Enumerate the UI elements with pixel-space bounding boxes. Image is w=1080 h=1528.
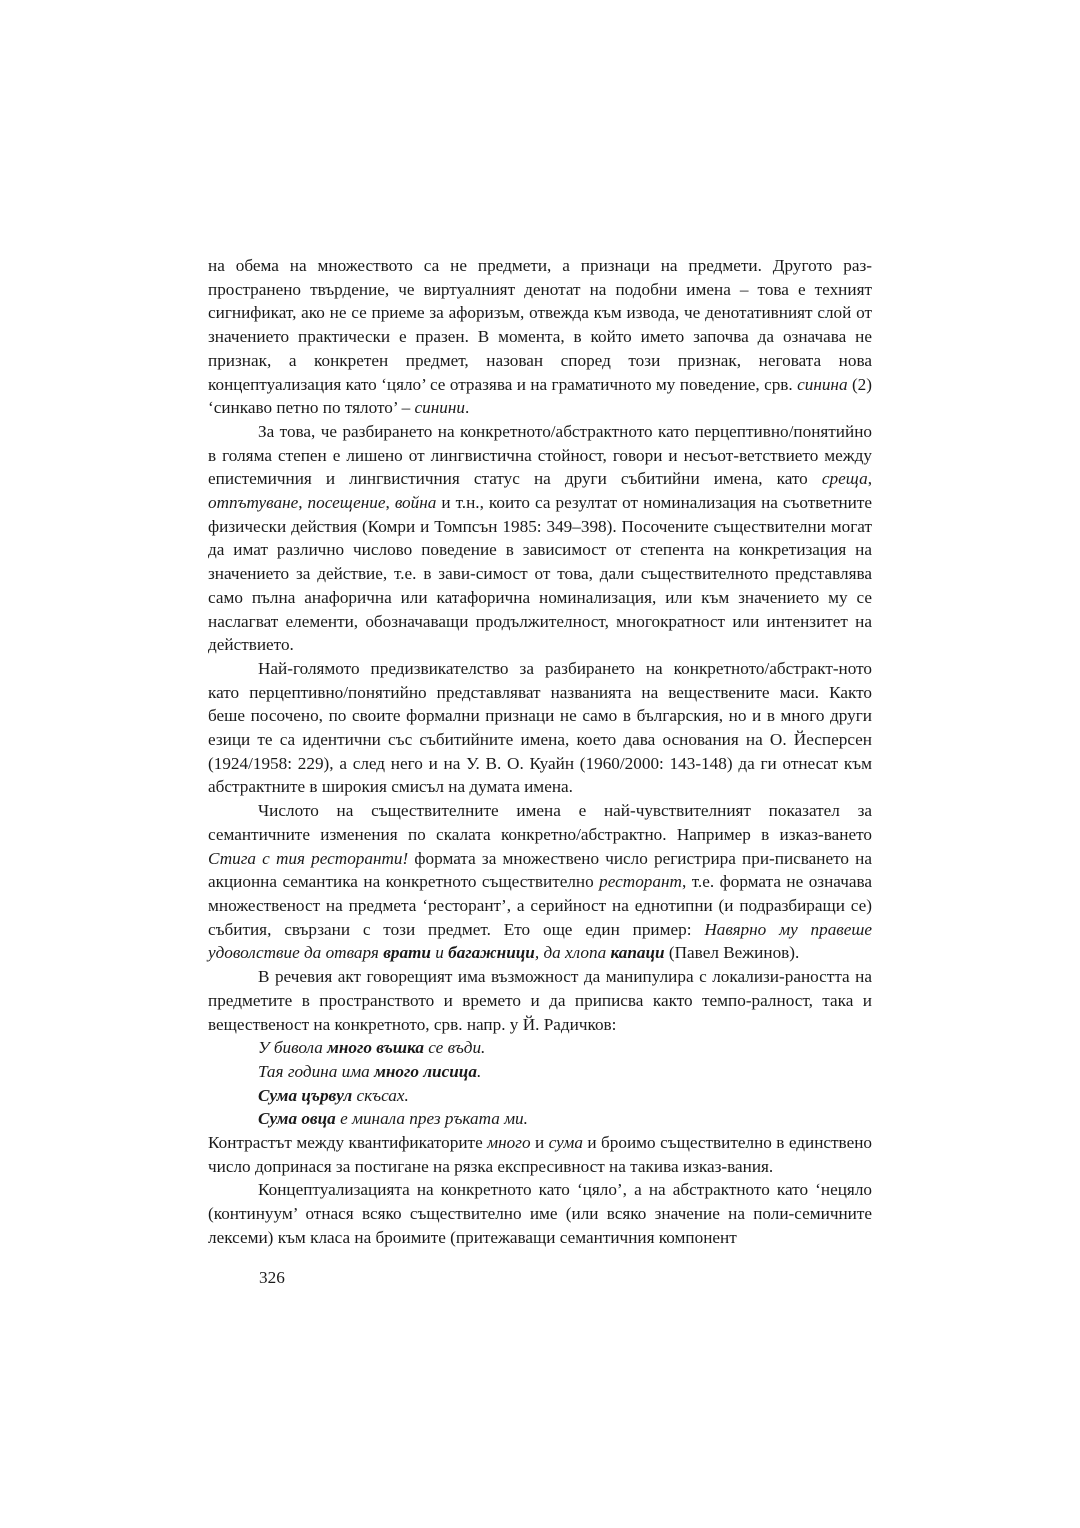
example-line (208, 1036, 872, 1060)
text-run: . (476, 1061, 482, 1081)
text-run: , (298, 493, 308, 513)
paragraph (208, 657, 872, 799)
page-body (208, 254, 872, 1250)
text-run: и (430, 943, 449, 963)
text-run: капаци (610, 943, 665, 963)
text-run: много въшка (327, 1038, 424, 1058)
text-run: много лисица (374, 1061, 477, 1081)
text-run: (Павел Вежинов). (664, 943, 800, 963)
text-run: война (394, 493, 437, 513)
text-run: и т.н., които са резултат от номинализация на съответните физически действия (Комри и Томпсън 1985: 349–398). Посочените съществителни могат да имат различно числово поведение в зависимост от степента на конкретизация на значението за действие, т.е. в зави-симост от това, дали съществителното представлява само пълна анафорична или катафорична номинализация, или към значението му се наслагват елементи, обозначаващи продължителност, многократност или интензитет на действието. (208, 493, 872, 655)
text-run: и броимо съществително в единствено число допринася за постигане на рязка експресивност на такива изказ-вания. (208, 1133, 872, 1176)
text-run: , (385, 493, 395, 513)
text-run: багажници (448, 943, 535, 963)
paragraph (208, 254, 872, 420)
text-run: , (867, 469, 872, 489)
example-line (208, 1060, 872, 1084)
text-run: . (465, 398, 470, 418)
text-run: , да хлопа (534, 943, 611, 963)
text-run: (2) ‘синкаво петно по тялото’ – (208, 374, 872, 418)
text-run: формата за множествено число регистрира при-писването на акционна семантика на конкретното съществително (208, 848, 872, 892)
text-run: Тая година има (258, 1061, 375, 1081)
text-run: синина (797, 374, 848, 394)
text-run: сума (548, 1133, 583, 1153)
text-run: Най-голямото предизвикателство за разбирането на конкретното/абстракт-ното като перцептивно/понятийно представляват названията на веществените маси. Както беше посочено, по своите формални признаци не само в българския, но и в много други езици те са идентични със събитийните имена, което дава основания на О. Йесперсен (1924/1958: 229), а след него и на У. В. О. Куайн (1960/2000: 143-148) да ги отнесат към абстрактните в широкия смисъл на думата имена. (208, 658, 872, 797)
text-run: среща (821, 469, 868, 489)
text-run: синини (414, 398, 465, 418)
text-run: скъсах. (352, 1085, 409, 1105)
text-run: отпътуване (208, 493, 299, 513)
text-run: посещение (307, 493, 386, 513)
paragraph (208, 965, 872, 1036)
text-run: Числото на съществителните имена е най-чувствителният показател за семантичните изменения по скалата конкретно/абстрактно. Например в изказ-ването (208, 801, 872, 844)
text-run: Стига с тия ресторанти! (208, 848, 409, 868)
text-run: е минала през ръката ми. (335, 1109, 528, 1129)
text-run: Контрастът между квантификаторите (208, 1133, 488, 1153)
text-run: В речевия акт говорещият има възможност да манипулира с локализи-раността на предметите в пространството и времето и да приписва както темпо-ралност, така и вещественост на конкретното, срв. напр. у Й. Радичков: (208, 967, 872, 1034)
text-run: Сума овца (258, 1109, 336, 1129)
text-run: Концептуализацията на конкретното като ‘цяло’, а на абстрактното като ‘нецяло (континуум’ отнася всяко съществително име (или всяко значение на поли-семичните лексеми) към класа на броимите (притежаващи семантичния компонент (208, 1180, 872, 1247)
text-run: Навярно му правеше удоволствие да отваря (208, 919, 872, 963)
text-run: врати (383, 943, 431, 963)
text-run: , т.е. формата не означава множественост на предмета ‘ресторант’, а серийност на еднотипни (и подразбиращи се) събития, свързани с този предмет. Ето още един пример: (208, 872, 873, 939)
text-run: на обема на множеството са не предмети, а признаци на предмети. Другото раз-пространено твърдение, че виртуалният денотат на подобни имена – това е техният сигнификат, ако не се приеме за афоризъм, отвежда към извода, че денотативният слой от значението практически е празен. В момента, в който името започва да означава не признак, а конкретен предмет, назован според този признак, неговата нова концептуализация като ‘цяло’ се отразява и на граматичното му поведение, срв. (208, 256, 872, 394)
text-run: се въди. (423, 1038, 486, 1058)
text-run: много (487, 1133, 531, 1153)
text-run: У бивола (258, 1038, 328, 1058)
paragraph (208, 1131, 872, 1178)
text-run: За това, че разбирането на конкретното/абстрактното като перцептивно/понятийно в голяма степен е лишено от лингвистична стойност, говори и несъот-ветствието между епистемичния и лингвистичния статус на други събитийни имена, като (208, 421, 872, 489)
text-run: ресторант (599, 872, 682, 892)
text-run: Сума цървул (258, 1085, 353, 1105)
example-line (208, 1107, 872, 1131)
text-run: и (530, 1133, 549, 1153)
paragraph (208, 420, 872, 657)
paragraph (208, 1178, 872, 1249)
page-number: 326 (259, 1268, 285, 1287)
example-line (208, 1084, 872, 1108)
paragraph (208, 799, 872, 965)
